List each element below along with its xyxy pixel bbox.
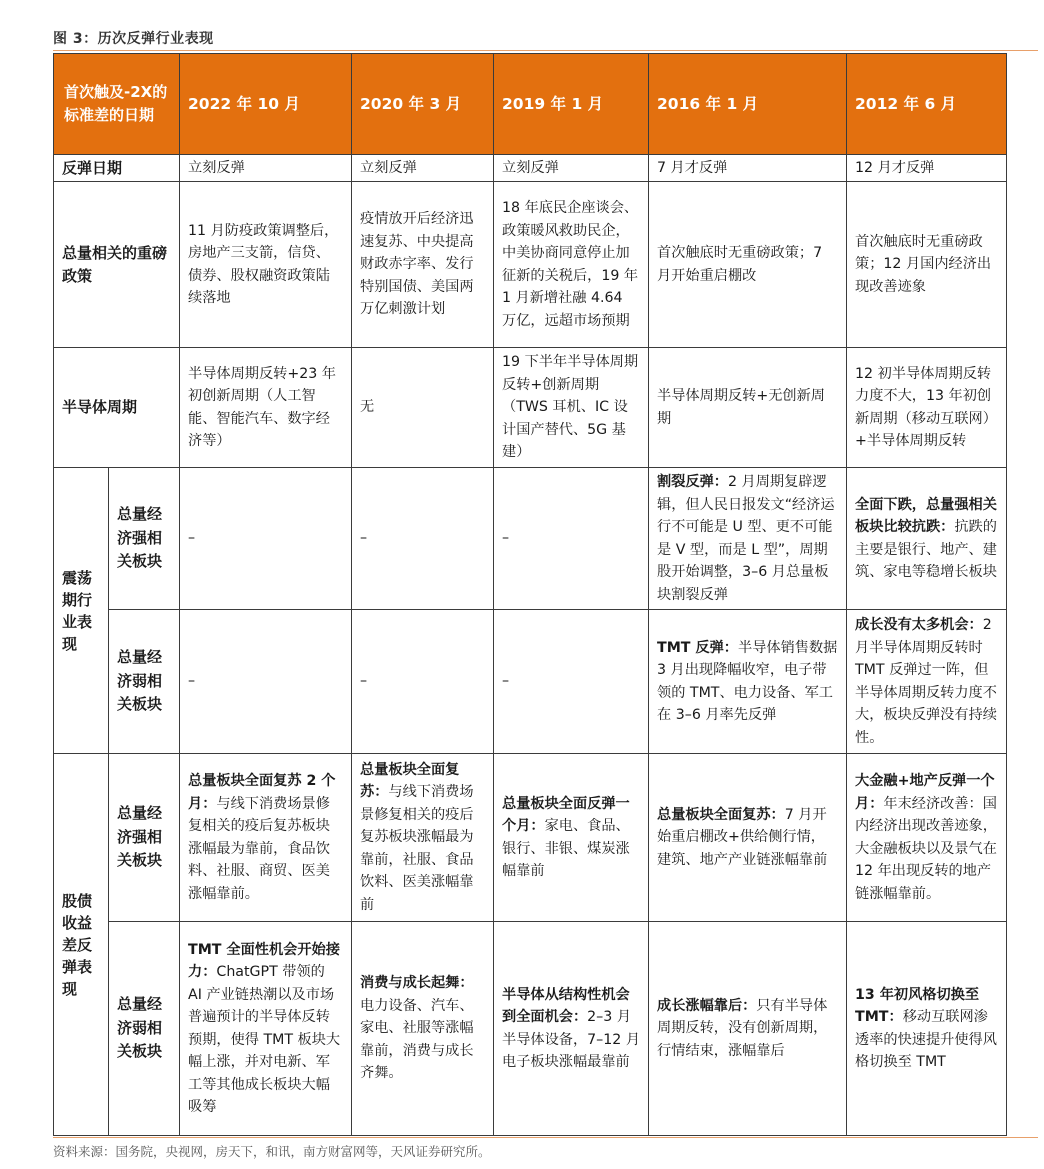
volatile-weak-cell: –: [494, 610, 649, 754]
sub-label-strong: 总量经济强相关板块: [109, 468, 180, 610]
figure-title: 图 3：历次反弹行业表现: [53, 31, 214, 47]
top-divider: [53, 50, 1038, 51]
policy-row: [54, 182, 1007, 348]
volatile-weak-cell: –: [180, 610, 352, 754]
equity-strong-row: [54, 754, 1007, 922]
semiconductor-cell: 半导体周期反转+无创新周期: [649, 348, 847, 468]
equity-weak-cell: 13 年初风格切换至 TMT：移动互联网渗透率的快速提升使得风格切换至 TMT: [847, 922, 1007, 1136]
sub-label-strong: 总量经济强相关板块: [109, 754, 180, 922]
rebound-cell: 立刻反弹: [494, 155, 649, 182]
row-label-rebound: 反弹日期: [54, 155, 180, 182]
rebound-cell: 7 月才反弹: [649, 155, 847, 182]
equity-weak-cell: 消费与成长起舞：电力设备、汽车、家电、社服等涨幅靠前，消费与成长齐舞。: [352, 922, 494, 1136]
volatile-strong-cell: –: [180, 468, 352, 610]
volatile-weak-cell: TMT 反弹：半导体销售数据 3 月出现降幅收窄，电子带领的 TMT、电力设备、军工在 3–6 月率先反弹: [649, 610, 847, 754]
volatile-strong-cell: 割裂反弹：2 月周期复辟逻辑，但人民日报发文“经济运行不可能是 U 型、更不可能是 V 型，而是 L 型”，周期股开始调整，3–6 月总量板块割裂反弹: [649, 468, 847, 610]
policy-cell: 疫情放开后经济迅速复苏、中央提高财政赤字率、发行特别国债、美国两万亿刺激计划: [352, 182, 494, 348]
policy-cell: 18 年底民企座谈会、政策暖风救助民企，中美协商同意停止加征新的关税后，19 年 1 月新增社融 4.64 万亿，远超市场预期: [494, 182, 649, 348]
sub-label-weak: 总量经济弱相关板块: [109, 922, 180, 1136]
rebound-cell: 立刻反弹: [352, 155, 494, 182]
semiconductor-cell: 19 下半年半导体周期反转+创新周期（TWS 耳机、IC 设计国产替代、5G 基建）: [494, 348, 649, 468]
row-label-semiconductor: 半导体周期: [54, 348, 180, 468]
semiconductor-cell: 半导体周期反转+23 年初创新周期（人工智能、智能汽车、数字经济等）: [180, 348, 352, 468]
header-col-2022-10: 2022 年 10 月: [180, 54, 352, 155]
policy-cell: 首次触底时无重磅政策；12 月国内经济出现改善迹象: [847, 182, 1007, 348]
equity-weak-row: [54, 922, 1007, 1136]
header-corner: 首次触及-2X的标准差的日期: [54, 54, 180, 155]
header-row: [54, 54, 1007, 155]
equity-strong-cell: 总量板块全面复苏：与线下消费场景修复相关的疫后复苏板块涨幅最为靠前，社服、食品饮料、医美涨幅靠前: [352, 754, 494, 922]
equity-strong-cell: 总量板块全面复苏 2 个月：与线下消费场景修复相关的疫后复苏板块涨幅最为靠前，食品饮料、社服、商贸、医美涨幅靠前。: [180, 754, 352, 922]
volatile-weak-row: [54, 610, 1007, 754]
policy-cell: 首次触底时无重磅政策；7 月开始重启棚改: [649, 182, 847, 348]
sub-label-weak: 总量经济弱相关板块: [109, 610, 180, 754]
semiconductor-row: [54, 348, 1007, 468]
sector-performance-table: [53, 53, 1007, 1136]
bottom-divider: [53, 1137, 1038, 1138]
equity-weak-cell: TMT 全面性机会开始接力：ChatGPT 带领的 AI 产业链热潮以及市场普遍预计的半导体反转预期，使得 TMT 板块大幅上涨，并对电新、军工等其他成长板块大幅吸筹: [180, 922, 352, 1136]
source-note: 资料来源：国务院，央视网，房天下，和讯，南方财富网等，天风证券研究所。: [53, 1144, 491, 1159]
policy-cell: 11 月防疫政策调整后，房地产三支箭，信贷、债券、股权融资政策陆续落地: [180, 182, 352, 348]
volatile-strong-cell: –: [352, 468, 494, 610]
rebound-cell: 12 月才反弹: [847, 155, 1007, 182]
equity-strong-cell: 总量板块全面反弹一个月：家电、食品、银行、非银、煤炭涨幅靠前: [494, 754, 649, 922]
header-col-2020-03: 2020 年 3 月: [352, 54, 494, 155]
volatile-strong-cell: –: [494, 468, 649, 610]
header-col-2012-06: 2012 年 6 月: [847, 54, 1007, 155]
volatile-weak-cell: 成长没有太多机会：2 月半导体周期反转时 TMT 反弹过一阵，但半导体周期反转力度不大，板块反弹没有持续性。: [847, 610, 1007, 754]
volatile-strong-cell: 全面下跌，总量强相关板块比较抗跌：抗跌的主要是银行、地产、建筑、家电等稳增长板块: [847, 468, 1007, 610]
group-label-volatile: 震荡期行业表现: [54, 468, 109, 754]
equity-strong-cell: 总量板块全面复苏：7 月开始重启棚改+供给侧行情，建筑、地产产业链涨幅靠前: [649, 754, 847, 922]
header-col-2016-01: 2016 年 1 月: [649, 54, 847, 155]
group-label-equity-bond: 股债收益差反弹表现: [54, 754, 109, 1136]
rebound-date-row: [54, 155, 1007, 182]
volatile-weak-cell: –: [352, 610, 494, 754]
equity-strong-cell: 大金融+地产反弹一个月：年末经济改善：国内经济出现改善迹象，大金融板块以及景气在 12 年出现反转的地产链涨幅靠前。: [847, 754, 1007, 922]
semiconductor-cell: 无: [352, 348, 494, 468]
header-col-2019-01: 2019 年 1 月: [494, 54, 649, 155]
volatile-strong-row: [54, 468, 1007, 610]
equity-weak-cell: 半导体从结构性机会到全面机会：2–3 月半导体设备，7–12 月电子板块涨幅最靠前: [494, 922, 649, 1136]
semiconductor-cell: 12 初半导体周期反转力度不大，13 年初创新周期（移动互联网）+半导体周期反转: [847, 348, 1007, 468]
row-label-policy: 总量相关的重磅政策: [54, 182, 180, 348]
equity-weak-cell: 成长涨幅靠后：只有半导体周期反转，没有创新周期，行情结束，涨幅靠后: [649, 922, 847, 1136]
rebound-cell: 立刻反弹: [180, 155, 352, 182]
